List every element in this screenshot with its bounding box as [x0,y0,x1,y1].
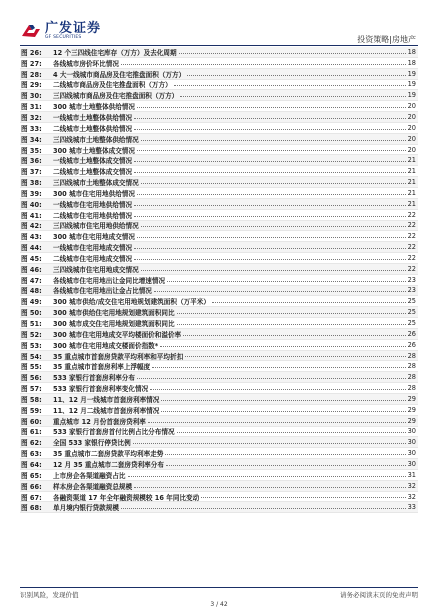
dot-leader [179,52,406,54]
figure-title: 样本房企各渠道融资总规模 [53,482,133,491]
logo-english-name: GF SECURITIES [45,35,82,40]
toc-row[interactable] [20,329,418,340]
figure-page-number: 23 [407,275,416,284]
dot-leader [201,496,405,498]
figure-page-number: 28 [407,362,416,371]
figure-page-number: 21 [407,178,416,187]
figure-title: 二线城市住宅用地成交情况 [53,254,133,263]
toc-row[interactable] [20,80,418,91]
dot-leader [180,95,405,97]
toc-row[interactable] [20,69,418,80]
figure-number: 图 26: [21,48,42,57]
figure-page-number: 19 [407,80,416,89]
figure-title: 12 个三四线住宅库存（万方）及去化周期 [53,48,177,57]
figure-title: 各线城市住宅用地出让金同比增速情况 [53,276,166,285]
dot-leader [137,106,406,108]
figure-number: 图 48: [21,287,42,296]
figure-number: 图 64: [21,460,42,469]
dot-leader [134,204,405,206]
figure-number: 图 47: [21,276,42,285]
toc-row[interactable] [20,210,418,221]
dot-leader [134,486,405,488]
page-number: 3 / 42 [210,601,228,608]
figure-page-number: 22 [407,210,416,219]
toc-row[interactable] [20,405,418,416]
figure-number: 图 42: [21,222,42,231]
toc-row[interactable] [20,416,418,427]
figure-page-number: 19 [407,91,416,100]
header-divider [20,45,418,46]
dot-leader [166,464,406,466]
figure-number: 图 29: [21,81,42,90]
figure-title: 35 重点城市首套房利率上浮幅度 [53,363,151,372]
dot-leader [133,442,406,444]
toc-row[interactable] [20,427,418,438]
figure-number: 图 51: [21,320,42,329]
figure-number: 图 30: [21,92,42,101]
figure-number: 图 65: [21,471,42,480]
figure-page-number: 18 [407,58,416,67]
dot-leader [183,334,405,336]
figure-number: 图 35: [21,146,42,155]
toc-row[interactable] [20,134,418,145]
figure-page-number: 22 [407,232,416,241]
figure-number: 图 57: [21,385,42,394]
figure-page-number: 18 [407,47,416,56]
figure-page-number: 29 [407,394,416,403]
toc-row[interactable] [20,253,418,264]
toc-row[interactable] [20,351,418,362]
figure-page-number: 32 [407,481,416,490]
figure-page-number: 31 [407,470,416,479]
figure-title: 一线城市土地整体供给情况 [53,113,133,122]
figure-title: 300 城市供给住宅用地规划建筑面积同比 [53,309,175,318]
figure-title: 各线城市住宅用地出让金占比情况 [53,287,152,296]
figure-page-number: 30 [407,438,416,447]
figure-page-number: 28 [407,351,416,360]
figure-page-number: 23 [407,286,416,295]
toc-row[interactable] [20,296,418,307]
toc-row[interactable] [20,145,418,156]
figure-number: 图 50: [21,309,42,318]
figure-number: 图 45: [21,254,42,263]
dot-leader [177,312,406,314]
figure-page-number: 28 [407,384,416,393]
figure-page-number: 22 [407,264,416,273]
gf-logo-icon [20,22,42,40]
dot-leader [212,301,406,303]
dot-leader [161,410,405,412]
figure-title: 300 城市住宅用地成交情况 [53,233,135,242]
figure-title: 各线城市房价环比情况 [53,59,119,68]
figure-page-number: 21 [407,156,416,165]
figure-title: 一线城市住宅用地成交情况 [53,244,133,253]
dot-leader [165,453,405,455]
figure-number: 图 53: [21,341,42,350]
figure-number: 图 32: [21,113,42,122]
footer-disclaimer: 请务必阅读末页的免责声明 [340,591,418,599]
figure-number: 图 44: [21,244,42,253]
figure-title: 300 城市住宅用地成交楼面价指数* [53,341,159,350]
figure-number: 图 46: [21,265,42,274]
dot-leader [177,431,406,433]
toc-row[interactable] [20,275,418,286]
figure-page-number: 33 [407,503,416,512]
figure-number: 图 28: [21,70,42,79]
figure-title: 35 重点城市首套房贷款平均利率和平均折扣 [53,352,184,361]
report-section-label: 投资策略|房地产 [357,35,416,44]
figure-page-number: 26 [407,329,416,338]
figure-list [20,47,418,513]
figure-number: 图 52: [21,330,42,339]
dot-leader [174,84,406,86]
figure-number: 图 38: [21,179,42,188]
figure-page-number: 32 [407,492,416,501]
dot-leader [161,399,405,401]
toc-row[interactable] [20,340,418,351]
figure-page-number: 25 [407,319,416,328]
figure-title: 上市房企各渠道融资占比 [53,471,126,480]
toc-row[interactable] [20,231,418,242]
dot-leader [187,74,405,76]
toc-row[interactable] [20,383,418,394]
figure-title: 一线城市住宅用地供给情况 [53,200,133,209]
figure-title: 300 城市供给/成交住宅用地规划建筑面积（万平米） [53,298,210,307]
figure-number: 图 43: [21,233,42,242]
dot-leader [141,225,406,227]
toc-row[interactable] [20,307,418,318]
toc-row[interactable] [20,361,418,372]
figure-title: 二线城市土地整体成交情况 [53,168,133,177]
dot-leader [121,507,406,509]
toc-row[interactable] [20,264,418,275]
dot-leader [148,421,406,423]
figure-number: 图 61: [21,428,42,437]
page-header [0,0,438,46]
dot-leader [134,117,405,119]
figure-page-number: 26 [407,340,416,349]
toc-row[interactable] [20,177,418,188]
figure-number: 图 63: [21,450,42,459]
figure-number: 图 55: [21,363,42,372]
toc-row[interactable] [20,481,418,492]
figure-title: 300 城市住宅用地供给情况 [53,189,135,198]
figure-page-number: 20 [407,112,416,121]
figure-title: 35 重点城市二套房贷款平均利率走势 [53,450,164,459]
figure-number: 图 49: [21,298,42,307]
toc-row[interactable] [20,112,418,123]
figure-title: 533 家银行首套房首付比例占比分布情况 [53,428,175,437]
dot-leader [134,258,405,260]
figure-title: 11、12 月一线城市首套房利率情况 [53,395,160,404]
figure-number: 图 56: [21,374,42,383]
dot-leader [167,280,406,282]
toc-row[interactable] [20,242,418,253]
figure-number: 图 36: [21,157,42,166]
company-logo [20,22,101,41]
dot-leader [141,269,406,271]
toc-row[interactable] [20,318,418,329]
figure-page-number: 30 [407,449,416,458]
figure-number: 图 68: [21,504,42,513]
figure-page-number: 29 [407,416,416,425]
figure-number: 图 62: [21,439,42,448]
dot-leader [128,475,406,477]
toc-row[interactable] [20,502,418,513]
figure-page-number: 30 [407,427,416,436]
figure-title: 4 大一线城市商品房及住宅推盘面积（万方） [53,70,186,79]
figure-title: 三四线城市土地整体成交情况 [53,179,139,188]
figure-number: 图 41: [21,211,42,220]
figure-title: 三四线城市住宅用地成交情况 [53,265,139,274]
toc-row[interactable] [20,459,418,470]
figure-page-number: 30 [407,459,416,468]
figure-number: 图 37: [21,168,42,177]
figure-page-number: 29 [407,405,416,414]
figure-title: 12 月 35 重点城市二套房贷利率分布 [53,460,164,469]
toc-row[interactable] [20,58,418,69]
dot-leader [141,139,406,141]
toc-row[interactable] [20,166,418,177]
dot-leader [185,355,405,357]
toc-row[interactable] [20,155,418,166]
toc-row[interactable] [20,394,418,405]
dot-leader [141,182,406,184]
figure-page-number: 21 [407,199,416,208]
toc-row[interactable] [20,188,418,199]
figure-page-number: 22 [407,221,416,230]
dot-leader [137,236,406,238]
figure-page-number: 22 [407,253,416,262]
figure-page-number: 20 [407,145,416,154]
figure-number: 图 59: [21,406,42,415]
toc-row[interactable] [20,199,418,210]
toc-row[interactable] [20,47,418,58]
dot-leader [177,323,406,325]
dot-leader [134,247,405,249]
figure-title: 单月境内银行贷款规模 [53,504,119,513]
figure-title: 533 家银行首套房利率分布 [53,374,135,383]
figure-number: 图 34: [21,135,42,144]
dot-leader [154,290,406,292]
figure-title: 300 城市土地整体供给情况 [53,103,135,112]
figure-number: 图 40: [21,200,42,209]
figure-page-number: 20 [407,102,416,111]
toc-row[interactable] [20,221,418,232]
figure-number: 图 54: [21,352,42,361]
figure-title: 300 城市土地整体成交情况 [53,146,135,155]
figure-number: 图 27: [21,59,42,68]
figure-number: 图 33: [21,124,42,133]
figure-title: 二线城市土地整体供给情况 [53,124,133,133]
figure-page-number: 28 [407,373,416,382]
dot-leader [150,388,405,390]
dot-leader [134,171,405,173]
dot-leader [137,377,406,379]
figure-number: 图 31: [21,103,42,112]
figure-title: 各融资渠道 17 年全年融资规模较 16 年同比变动 [53,493,200,502]
toc-row[interactable] [20,372,418,383]
figure-page-number: 20 [407,134,416,143]
dot-leader [134,128,405,130]
logo-chinese-name: 广发证券 [45,21,102,36]
figure-number: 图 60: [21,417,42,426]
figure-title: 重点城市 12 月份首套房贷利率 [53,417,146,426]
toc-row[interactable] [20,470,418,481]
toc-row[interactable] [20,123,418,134]
figure-title: 300 城市成交住宅用地规划建筑面积同比 [53,320,175,329]
figure-title: 11、12 月二线城市首套房利率情况 [53,406,160,415]
toc-row[interactable] [20,286,418,297]
figure-title: 二线城市商品房及住宅推盘面积（万方） [53,81,172,90]
footer-slogan: 识别风险，发现价值 [20,591,79,599]
dot-leader [121,63,406,65]
toc-row[interactable] [20,90,418,101]
figure-title: 三四线城市住宅用地供给情况 [53,222,139,231]
toc-row[interactable] [20,492,418,503]
figure-page-number: 21 [407,188,416,197]
figure-title: 一线城市土地整体成交情况 [53,157,133,166]
figure-page-number: 19 [407,69,416,78]
dot-leader [152,366,405,368]
figure-number: 图 67: [21,493,42,502]
dot-leader [160,345,405,347]
figure-page-number: 22 [407,243,416,252]
figure-page-number: 21 [407,167,416,176]
toc-row[interactable] [20,448,418,459]
dot-leader [137,193,406,195]
figure-page-number: 25 [407,297,416,306]
dot-leader [134,215,405,217]
footer-divider [20,587,418,588]
figure-page-number: 20 [407,123,416,132]
figure-number: 图 58: [21,395,42,404]
figure-title: 全国 533 家银行停贷比例 [53,439,131,448]
figure-title: 二线城市住宅用地供给情况 [53,211,133,220]
figure-title: 533 家银行首套房利率变化情况 [53,385,149,394]
figure-page-number: 25 [407,308,416,317]
toc-row[interactable] [20,101,418,112]
dot-leader [137,149,406,151]
figure-title: 三四线城市商品房及住宅推盘面积（万方） [53,92,179,101]
toc-row[interactable] [20,437,418,448]
figure-number: 图 66: [21,482,42,491]
figure-number: 图 39: [21,189,42,198]
figure-title: 三四线城市土地整体供给情况 [53,135,139,144]
dot-leader [134,160,405,162]
figure-title: 300 城市住宅用地成交平均楼面价和溢价率 [53,330,182,339]
